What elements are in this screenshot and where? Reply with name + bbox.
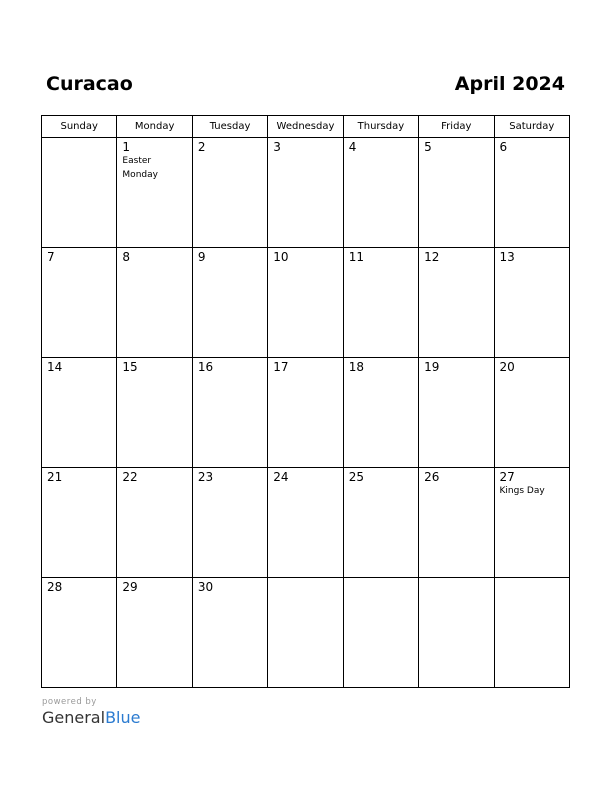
- weekday-sunday: Sunday: [42, 116, 117, 138]
- day-number: 24: [273, 470, 289, 484]
- day-number: 29: [122, 580, 138, 594]
- calendar-grid: [41, 115, 570, 688]
- calendar-day-cell: [343, 578, 418, 688]
- day-number: 3: [273, 140, 281, 154]
- calendar-day-cell: [494, 248, 569, 358]
- day-number: 15: [122, 360, 138, 374]
- calendar-week-row: [42, 248, 570, 358]
- calendar-day-cell: [42, 468, 117, 578]
- day-number: 9: [197, 250, 206, 264]
- day-number: 28: [47, 580, 63, 594]
- calendar-week-row: [42, 578, 570, 688]
- calendar-day-cell: [494, 468, 569, 578]
- calendar-day-cell: [419, 578, 494, 688]
- calendar-day-cell: [268, 248, 343, 358]
- calendar-day-cell: [117, 358, 192, 468]
- day-number: 27: [499, 470, 515, 484]
- day-number: [495, 578, 569, 580]
- calendar-day-cell: [117, 578, 192, 688]
- calendar-day-cell: [268, 578, 343, 688]
- calendar-day-cell: [42, 358, 117, 468]
- calendar-day-cell: [192, 468, 267, 578]
- day-number: 30: [197, 580, 214, 594]
- calendar-day-cell: [192, 578, 267, 688]
- calendar-day-cell: [343, 248, 418, 358]
- calendar-day-cell: [117, 138, 192, 248]
- day-number: 20: [499, 360, 515, 374]
- weekday-saturday: Saturday: [494, 116, 569, 138]
- day-number: 21: [47, 470, 63, 484]
- calendar-day-cell: [494, 138, 569, 248]
- day-number: 11: [348, 250, 364, 264]
- calendar-day-cell: [343, 468, 418, 578]
- day-number: 23: [197, 470, 214, 484]
- calendar-day-cell: [343, 138, 418, 248]
- calendar-day-cell: [419, 468, 494, 578]
- brand-blue-text: Blue: [105, 708, 141, 727]
- calendar-day-cell: [494, 358, 569, 468]
- day-number: 10: [273, 250, 289, 264]
- calendar-day-cell: [343, 358, 418, 468]
- month-year-title: April 2024: [454, 73, 565, 95]
- day-number: [42, 138, 116, 140]
- country-title: Curacao: [46, 73, 133, 95]
- day-number: 16: [197, 360, 214, 374]
- weekday-friday: Friday: [419, 116, 494, 138]
- weekday-header-row: [42, 116, 570, 138]
- calendar-day-cell: [42, 248, 117, 358]
- day-number: 13: [499, 250, 515, 264]
- day-number: 25: [348, 470, 364, 484]
- day-number: 2: [197, 140, 206, 154]
- day-number: 12: [424, 250, 440, 264]
- powered-by-text: powered by: [42, 697, 97, 707]
- calendar-day-cell: [494, 578, 569, 688]
- day-number: 8: [122, 250, 131, 264]
- calendar-day-cell: [419, 248, 494, 358]
- holiday-label: Kings Day: [499, 486, 545, 496]
- calendar-day-cell: [192, 358, 267, 468]
- day-number: 26: [424, 470, 440, 484]
- calendar-day-cell: [192, 138, 267, 248]
- calendar-day-cell: [268, 468, 343, 578]
- calendar-day-cell: [268, 358, 343, 468]
- day-number: 18: [348, 360, 364, 374]
- calendar-day-cell: [117, 248, 192, 358]
- day-number: [344, 578, 418, 580]
- weekday-monday: Monday: [117, 116, 192, 138]
- day-number: 5: [424, 140, 432, 154]
- calendar-week-row: [42, 358, 570, 468]
- day-number: 14: [47, 360, 63, 374]
- calendar-day-cell: [419, 358, 494, 468]
- calendar-week-row: [42, 138, 570, 248]
- day-number: 4: [348, 140, 357, 154]
- day-number: 19: [424, 360, 440, 374]
- brand-logo[interactable]: [42, 708, 140, 728]
- brand-general-text: General: [42, 708, 106, 727]
- day-number: 6: [499, 140, 508, 154]
- calendar-day-cell: [268, 138, 343, 248]
- calendar-day-cell: [419, 138, 494, 248]
- day-number: 17: [273, 360, 289, 374]
- weekday-thursday: Thursday: [343, 116, 418, 138]
- day-number: 7: [47, 250, 55, 264]
- calendar-day-cell: [117, 468, 192, 578]
- day-number: 1: [122, 140, 131, 154]
- holiday-label: Easter Monday: [122, 156, 158, 180]
- day-number: [419, 578, 493, 580]
- weekday-tuesday: Tuesday: [192, 116, 267, 138]
- weekday-wednesday: Wednesday: [268, 116, 343, 138]
- day-number: 22: [122, 470, 138, 484]
- footer-branding: [42, 697, 140, 728]
- calendar-day-cell: [42, 138, 117, 248]
- calendar-day-cell: [42, 578, 117, 688]
- calendar-week-row: [42, 468, 570, 578]
- day-number: [268, 578, 342, 580]
- calendar-day-cell: [192, 248, 267, 358]
